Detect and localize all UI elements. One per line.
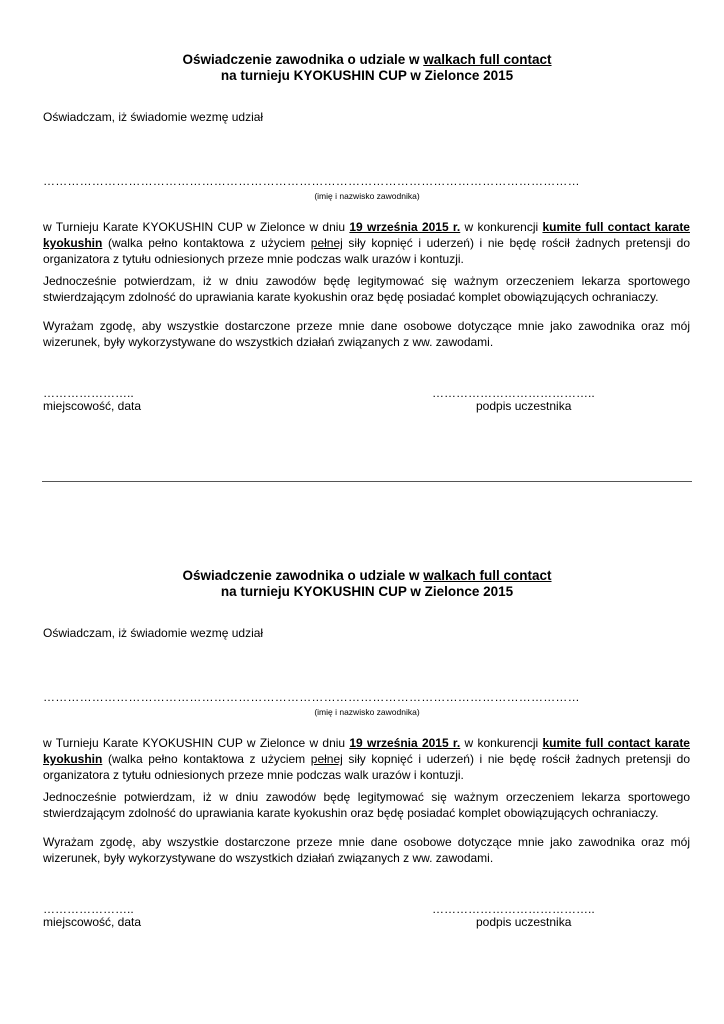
title-underlined-phrase: walkach full contact: [423, 568, 552, 583]
name-fill-line[interactable]: ……………………………………………………………………………………………………………………: [43, 690, 580, 704]
cut-divider-line: [42, 481, 692, 482]
place-date-label: miejscowość, data: [43, 915, 142, 929]
consent-paragraph: Wyrażam zgodę, aby wszystkie dostarczone przeze mnie dane osobowe dotyczące mnie jako zawodnika oraz mój wizerunek, były wykorzystywane do wszystkich działań związanych z ww. zawodami.: [43, 835, 690, 865]
event-date: 19 września 2015 r.: [349, 736, 461, 750]
medical-paragraph: Jednocześnie potwierdzam, iż w dniu zawodów będę legitymować się ważnym orzeczeniem lekarza sportowego stwierdzającym zdolność do uprawiania karate kyokushin oraz będę posiadać komplet obowiązujących ochraniaczy.: [43, 790, 690, 820]
declaration-intro: Oświadczam, iż świadomie wezmę udział: [43, 626, 264, 640]
name-fill-line[interactable]: ……………………………………………………………………………………………………………………: [43, 174, 580, 188]
form-title-line-2: na turnieju KYOKUSHIN CUP w Zielonce 2015: [220, 68, 514, 83]
form-title-line-1: Oświadczenie zawodnika o udziale w walkach full contact: [182, 568, 552, 583]
competition-category: kumite full contact karate kyokushin: [43, 220, 690, 250]
place-date-fill-line[interactable]: …………………..: [43, 386, 134, 400]
declaration-form-1: [0, 0, 724, 480]
signature-label: podpis uczestnika: [476, 915, 572, 929]
signature-fill-line[interactable]: …………………………………..: [432, 902, 595, 916]
participation-paragraph: w Turnieju Karate KYOKUSHIN CUP w Zielonce w dniu 19 września 2015 r. w konkurencji kumite full contact karate kyokushin (walka pełno kontaktowa z użyciem pełnej siły kopnięć i uderzeń) i nie będę rościł żadnych pretensji do organizatora z tytułu odniesionych przeze mnie podczas walk urazów i kontuzji.: [43, 736, 690, 782]
place-date-fill-line[interactable]: …………………..: [43, 902, 134, 916]
declaration-intro: Oświadczam, iż świadomie wezmę udział: [43, 110, 264, 124]
name-field-caption: (imię i nazwisko zawodnika): [314, 191, 420, 201]
title-underlined-phrase: walkach full contact: [423, 52, 552, 67]
medical-paragraph: Jednocześnie potwierdzam, iż w dniu zawodów będę legitymować się ważnym orzeczeniem lekarza sportowego stwierdzającym zdolność do uprawiania karate kyokushin oraz będę posiadać komplet obowiązujących ochraniaczy.: [43, 274, 690, 304]
full-force-word: pełnej: [310, 752, 343, 766]
event-date: 19 września 2015 r.: [349, 220, 461, 234]
form-title-line-1: Oświadczenie zawodnika o udziale w walkach full contact: [182, 52, 552, 67]
name-field-caption: (imię i nazwisko zawodnika): [314, 707, 420, 717]
full-force-word: pełnej: [310, 236, 343, 250]
signature-label: podpis uczestnika: [476, 399, 572, 413]
place-date-label: miejscowość, data: [43, 399, 142, 413]
declaration-form-2: [0, 516, 724, 996]
participation-paragraph: w Turnieju Karate KYOKUSHIN CUP w Zielonce w dniu 19 września 2015 r. w konkurencji kumite full contact karate kyokushin (walka pełno kontaktowa z użyciem pełnej siły kopnięć i uderzeń) i nie będę rościł żadnych pretensji do organizatora z tytułu odniesionych przeze mnie podczas walk urazów i kontuzji.: [43, 220, 690, 266]
form-title-line-2: na turnieju KYOKUSHIN CUP w Zielonce 2015: [220, 584, 514, 599]
signature-fill-line[interactable]: …………………………………..: [432, 386, 595, 400]
consent-paragraph: Wyrażam zgodę, aby wszystkie dostarczone przeze mnie dane osobowe dotyczące mnie jako zawodnika oraz mój wizerunek, były wykorzystywane do wszystkich działań związanych z ww. zawodami.: [43, 319, 690, 349]
competition-category: kumite full contact karate kyokushin: [43, 736, 690, 766]
